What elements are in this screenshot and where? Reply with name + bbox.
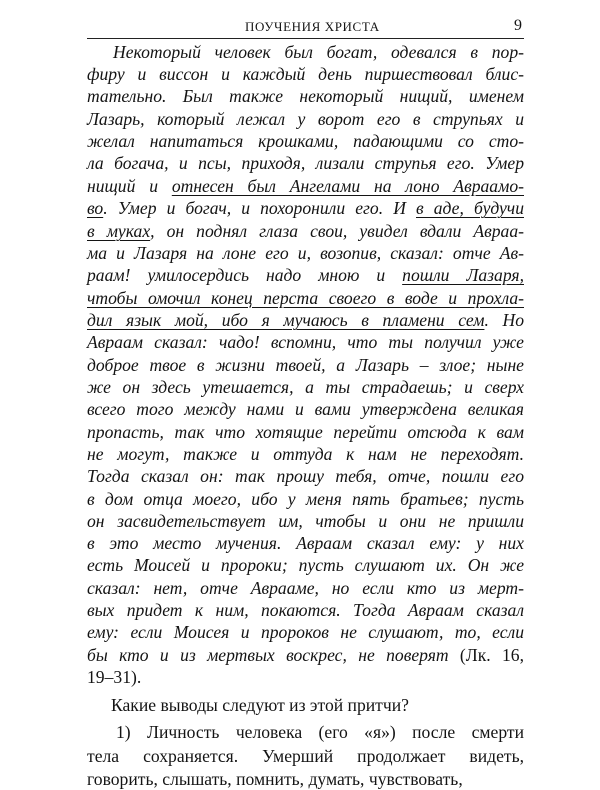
text-segment: ему: если Моисея и пророков не слушают, то, если: [87, 622, 524, 642]
text-line: [87, 666, 141, 688]
text-segment: (Лк. 16,: [448, 645, 524, 665]
text-segment: ма и Лазаря на лоне его и, возопив, сказал: отче Ав-: [87, 243, 524, 263]
text-line: [87, 108, 524, 130]
text-segment: вых придет к ним, покаются. Тогда Авраам сказал: [87, 600, 524, 620]
text-segment: 1) Личность человека (его «я») после смерти: [116, 722, 524, 742]
page-header: [87, 12, 524, 39]
text-segment: нищий и: [87, 176, 172, 196]
text-line: [87, 644, 524, 666]
text-segment: ла богача, и псы, приходя, лизали струпья его. Умер: [87, 153, 524, 173]
running-title: ПОУЧЕНИЯ ХРИСТА: [245, 19, 380, 34]
text-line: [87, 768, 463, 790]
text-segment: Авраам сказал: чадо! вспомни, что ты получил уже: [87, 332, 524, 352]
text-segment: , он поднял глаза свои, увидел вдали Авраа-: [150, 221, 524, 241]
text-line: [87, 621, 524, 643]
text-line: [87, 309, 524, 331]
text-segment: не могут, также и оттуда к нам не переходят.: [87, 444, 524, 464]
text-segment: . Умер и богач, и похоронили его. И: [103, 198, 416, 218]
text-line: [87, 554, 524, 576]
text-line: [87, 510, 524, 532]
text-segment: говорить, слышать, помнить, думать, чувствовать,: [87, 769, 463, 789]
text-segment: доброе твое в жизни твоей, а Лазарь – злое; ныне: [87, 355, 524, 375]
page-number: 9: [514, 17, 522, 34]
text-line: [87, 354, 524, 376]
text-line: [87, 443, 524, 465]
text-line: [87, 745, 524, 767]
text-line: [87, 398, 524, 420]
text-segment: сказал: нет, отче Аврааме, но если кто из мерт-: [87, 578, 524, 598]
underlined-text: дил язык мой, ибо я мучаюсь в пламени сем: [87, 310, 485, 330]
text-line: [87, 264, 524, 286]
text-segment: Какие выводы следуют из этой притчи?: [111, 695, 409, 715]
underlined-text: в аде, будучи: [416, 198, 524, 218]
text-line: [87, 532, 524, 554]
text-segment: 19–31).: [87, 667, 142, 687]
text-line: [87, 599, 524, 621]
text-segment: бы кто и из мертвых воскрес, не поверят: [87, 645, 449, 665]
text-segment: желал напитаться крошками, падающими со сто-: [87, 131, 524, 151]
text-segment: тела сохраняется. Умерший продолжает видеть,: [87, 746, 524, 766]
text-line: [87, 465, 524, 487]
text-segment: всего того между нами и вами утверждена великая: [87, 399, 524, 419]
underlined-text: во: [87, 198, 104, 218]
text-segment: в дом отца моего, ибо у меня пять братьев; пусть: [87, 489, 524, 509]
text-segment: есть Моисей и пророки; пусть слушают их. Он же: [87, 555, 524, 575]
text-line: [87, 130, 524, 152]
text-line: [113, 41, 524, 63]
underlined-text: чтобы омочил конец перста своего в воде и прохла-: [87, 288, 524, 308]
text-line: [87, 152, 524, 174]
text-line: [87, 287, 524, 309]
text-segment: Лазарь, который лежал у ворот его в струпьях и: [87, 109, 524, 129]
text-segment: пропасть, так что хотящие перейти отсюда к вам: [87, 422, 524, 442]
text-line: [87, 197, 524, 219]
text-line: [87, 85, 524, 107]
underlined-text: в муках: [87, 221, 151, 241]
text-segment: в это место мучения. Авраам сказал ему: у них: [87, 533, 524, 553]
text-line: [87, 220, 524, 242]
text-line: [87, 577, 524, 599]
text-line: [87, 242, 524, 264]
text-line: [87, 488, 524, 510]
text-line: [87, 63, 524, 85]
text-line: [111, 694, 409, 716]
text-line: [87, 175, 524, 197]
underlined-text: отнесен был Ангелами на лоно Авраамо-: [171, 176, 524, 196]
text-segment: же он здесь утешается, а ты страдаешь; и сверх: [87, 377, 524, 397]
text-segment: он засвидетельствует им, чтобы и они не пришли: [87, 511, 524, 531]
text-line: [87, 421, 524, 443]
text-line: [87, 331, 524, 353]
text-segment: Некоторый человек был богат, одевался в пор-: [113, 42, 524, 62]
text-segment: тательно. Был также некоторый нищий, именем: [87, 86, 524, 106]
text-line: [87, 376, 524, 398]
text-segment: . Но: [484, 310, 524, 330]
text-line: [116, 721, 524, 743]
text-segment: Тогда сказал он: так прошу тебя, отче, пошли его: [87, 466, 524, 486]
text-segment: фиру и виссон и каждый день пиршествовал блис-: [87, 64, 524, 84]
text-segment: раам! умилосердись надо мною и: [87, 265, 403, 285]
underlined-text: пошли Лазаря,: [402, 265, 524, 285]
